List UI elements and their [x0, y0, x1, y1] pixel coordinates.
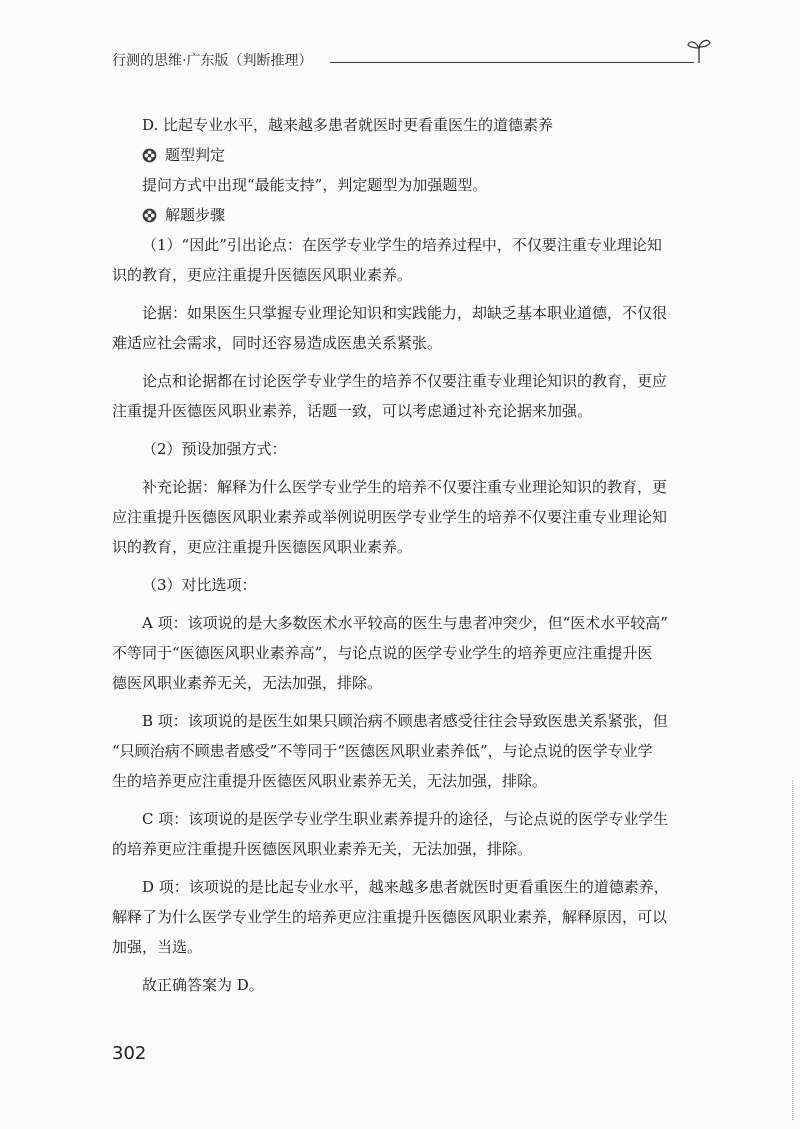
running-header	[112, 46, 712, 72]
flower-badge-icon	[142, 148, 157, 163]
paragraph	[112, 434, 712, 464]
paragraph	[112, 608, 712, 698]
paragraph-line: C 项：该项说的是医学专业学生职业素养提升的途径，与论点说的医学专业学生	[142, 810, 669, 828]
paragraph-line: 的培养更应注重提升医德医风职业素养无关，无法加强，排除。	[112, 840, 533, 858]
paragraph-line: “只顾治病不顾患者感受”不等同于“医德医风职业素养低”，与论点说的医学专业学	[112, 742, 653, 760]
paragraph-line: A 项：该项说的是大多数医术水平较高的医生与患者冲突少，但“医术水平较高”	[142, 614, 668, 632]
section-type-text: 提问方式中出现“最能支持”，判定题型为加强题型。	[142, 176, 488, 194]
paragraph	[112, 472, 712, 562]
paragraph-line: （1）“因此”引出论点：在医学专业学生的培养过程中，不仅要注重专业理论知	[142, 236, 662, 254]
paragraph-line: 难适应社会需求，同时还容易造成医患关系紧张。	[112, 334, 443, 352]
paragraph	[112, 804, 712, 864]
page-number: 302	[112, 1043, 147, 1064]
paragraph-line: 生的培养更应注重提升医德医风职业素养无关，无法加强，排除。	[112, 772, 548, 790]
paragraph-line: 不等同于“医德医风职业素养高”，与论点说的医学专业学生的培养更应注重提升医	[112, 644, 653, 662]
paragraph	[112, 366, 712, 426]
section-title: 题型判定	[165, 146, 226, 164]
paragraph-line: 识的教育，更应注重提升医德医风职业素养。	[112, 538, 413, 556]
paragraph-line: 补充论据：解释为什么医学专业学生的培养不仅要注重专业理论知识的教育，更	[142, 478, 668, 496]
section-heading-steps	[112, 200, 712, 230]
header-title: 行测的思维·广东版（判断推理）	[112, 53, 313, 69]
paragraph	[112, 230, 712, 290]
paragraph-line: 识的教育，更应注重提升医德医风职业素养。	[112, 266, 413, 284]
paragraph-line: B 项：该项说的是医生如果只顾治病不顾患者感受往往会导致医患关系紧张，但	[142, 712, 668, 730]
paragraph	[112, 706, 712, 796]
paragraph-line: 论点和论据都在讨论医学专业学生的培养不仅要注重专业理论知识的教育，更应	[142, 372, 668, 390]
paragraph	[112, 570, 712, 600]
paragraph-line: 应注重提升医德医风职业素养或举例说明医学专业学生的培养不仅要注重专业理论知	[112, 508, 668, 526]
paragraph	[112, 872, 712, 962]
paragraph-line: D 项：该项说的是比起专业水平，越来越多患者就医时更看重医生的道德素养，	[142, 878, 669, 896]
flower-badge-icon	[142, 208, 157, 223]
paragraph-line: 加强，当选。	[112, 938, 203, 956]
paragraph-line: 解释了为什么医学专业学生的培养更应注重提升医德医风职业素养，解释原因，可以	[112, 908, 668, 926]
paragraph	[112, 298, 712, 358]
paragraph-line: 论据：如果医生只掌握专业理论知识和实践能力，却缺乏基本职业道德，不仅很	[142, 304, 668, 322]
option-d-line: D. 比起专业水平，越来越多患者就医时更看重医生的道德素养	[142, 116, 554, 134]
paragraph-line: 故正确答案为 D。	[142, 976, 264, 994]
sprout-icon	[686, 36, 712, 64]
paragraph	[112, 970, 712, 1000]
header-rule	[330, 62, 694, 63]
paragraph-line: 德医风职业素养无关，无法加强，排除。	[112, 674, 383, 692]
scan-edge-mark	[792, 780, 794, 1120]
paragraph-line: （2）预设加强方式：	[142, 440, 287, 458]
main-content	[112, 110, 712, 1000]
paragraph-line: （3）对比选项：	[142, 576, 257, 594]
paragraph-line: 注重提升医德医风职业素养，话题一致，可以考虑通过补充论据来加强。	[112, 402, 593, 420]
section-heading-type	[112, 140, 712, 170]
section-title: 解题步骤	[165, 206, 226, 224]
